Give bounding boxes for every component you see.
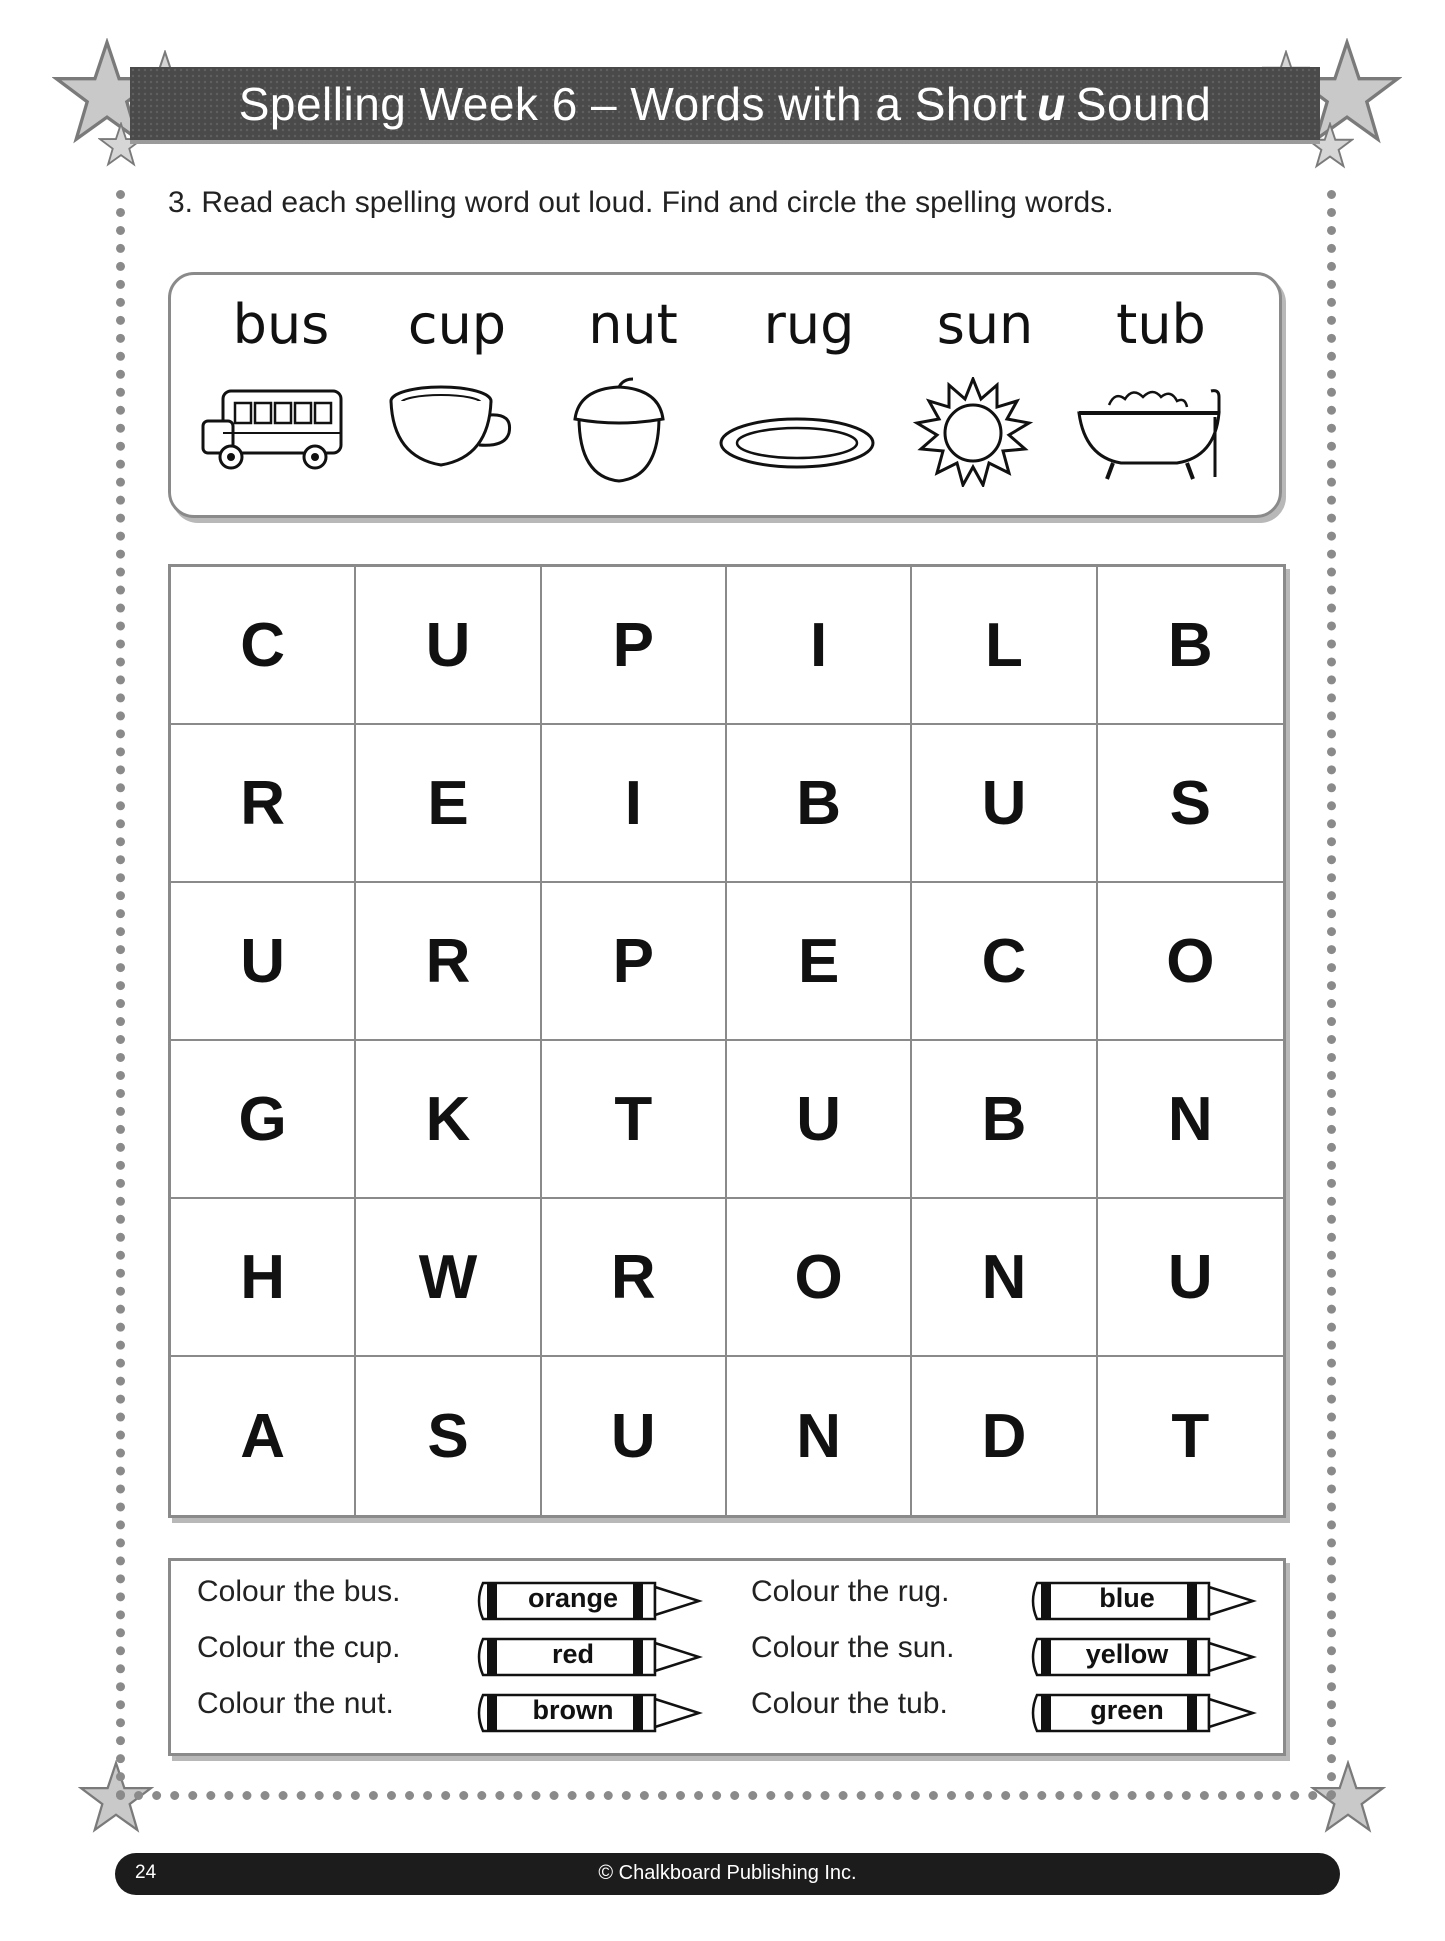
page-number: 24 xyxy=(135,1862,157,1883)
cup-icon xyxy=(371,377,531,487)
word-tub: tub xyxy=(1116,293,1206,356)
crayon-label: orange xyxy=(527,1583,619,1613)
bus-icon xyxy=(195,377,355,487)
crayon-label: yellow xyxy=(1085,1639,1169,1669)
grid-cell[interactable]: U xyxy=(356,567,541,725)
colour-instruction: Colour the sun. xyxy=(751,1631,955,1664)
grid-cell[interactable]: H xyxy=(171,1199,356,1357)
crayon-label: blue xyxy=(1099,1583,1155,1613)
word-sun: sun xyxy=(936,293,1034,356)
acorn-icon xyxy=(539,377,699,487)
grid-cell[interactable]: R xyxy=(542,1199,727,1357)
grid-cell[interactable]: B xyxy=(1098,567,1283,725)
word-cup: cup xyxy=(407,293,507,356)
footer-bar xyxy=(115,1853,1340,1895)
sun-icon xyxy=(893,377,1053,487)
grid-cell[interactable]: N xyxy=(1098,1041,1283,1199)
crayon-label: brown xyxy=(532,1695,614,1725)
colour-instructions-box xyxy=(168,1558,1286,1756)
title-emphasis: u xyxy=(1037,77,1066,130)
grid-cell[interactable]: I xyxy=(727,567,912,725)
grid-cell[interactable]: U xyxy=(171,883,356,1041)
rug-icon xyxy=(717,377,877,487)
bathtub-icon xyxy=(1069,377,1229,487)
grid-cell[interactable]: P xyxy=(542,883,727,1041)
grid-cell[interactable]: T xyxy=(1171,1401,1210,1471)
grid-cell[interactable]: C xyxy=(912,883,1097,1041)
grid-cell[interactable]: S xyxy=(1098,725,1283,883)
colour-instruction: Colour the tub. xyxy=(751,1687,948,1720)
copyright-text: © Chalkboard Publishing Inc. xyxy=(598,1862,857,1884)
grid-cell[interactable]: T xyxy=(542,1041,727,1199)
grid-cell[interactable]: U xyxy=(727,1041,912,1199)
grid-cell[interactable]: D xyxy=(912,1357,1097,1515)
grid-cell[interactable]: O xyxy=(727,1199,912,1357)
title-suffix: Sound xyxy=(1075,77,1212,130)
grid-cell[interactable]: U xyxy=(542,1357,727,1515)
word-nut: nut xyxy=(588,293,678,356)
colour-instruction: Colour the cup. xyxy=(197,1631,401,1664)
grid-cell[interactable]: N xyxy=(727,1357,912,1515)
word-bus: bus xyxy=(232,293,330,356)
grid-cell[interactable]: K xyxy=(356,1041,541,1199)
colour-instruction: Colour the rug. xyxy=(751,1575,950,1608)
grid-cell[interactable]: U xyxy=(1098,1199,1283,1357)
spelling-word-box xyxy=(168,272,1282,518)
title-prefix: Spelling Week 6 – Words with a Short xyxy=(238,77,1028,130)
grid-cell[interactable]: N xyxy=(912,1199,1097,1357)
title-banner xyxy=(130,67,1320,140)
grid-cell[interactable]: E xyxy=(356,725,541,883)
grid-cell[interactable]: L xyxy=(912,567,1097,725)
grid-cell[interactable]: A xyxy=(171,1357,356,1515)
grid-cell[interactable]: O xyxy=(1098,883,1283,1041)
colour-instruction: Colour the nut. xyxy=(197,1687,394,1720)
word-search-grid xyxy=(168,564,1286,1518)
instruction-text: 3. Read each spelling word out loud. Find and circle the spelling words. xyxy=(168,186,1114,219)
grid-cell[interactable]: I xyxy=(542,725,727,883)
word-rug: rug xyxy=(763,293,855,356)
grid-cell[interactable]: R xyxy=(171,725,356,883)
crayon-label: green xyxy=(1090,1695,1164,1725)
grid-cell[interactable]: R xyxy=(356,883,541,1041)
grid-cell[interactable]: E xyxy=(727,883,912,1041)
colour-instruction: Colour the bus. xyxy=(197,1575,401,1608)
grid-cell[interactable]: U xyxy=(912,725,1097,883)
grid-cell[interactable]: W xyxy=(356,1199,541,1357)
grid-cell[interactable]: B xyxy=(727,725,912,883)
grid-cell[interactable]: P xyxy=(542,567,727,725)
grid-cell[interactable]: C xyxy=(171,567,356,725)
grid-cell[interactable]: B xyxy=(912,1041,1097,1199)
grid-cell[interactable]: S xyxy=(356,1357,541,1515)
grid-cell[interactable]: G xyxy=(171,1041,356,1199)
crayon-label: red xyxy=(551,1639,595,1669)
